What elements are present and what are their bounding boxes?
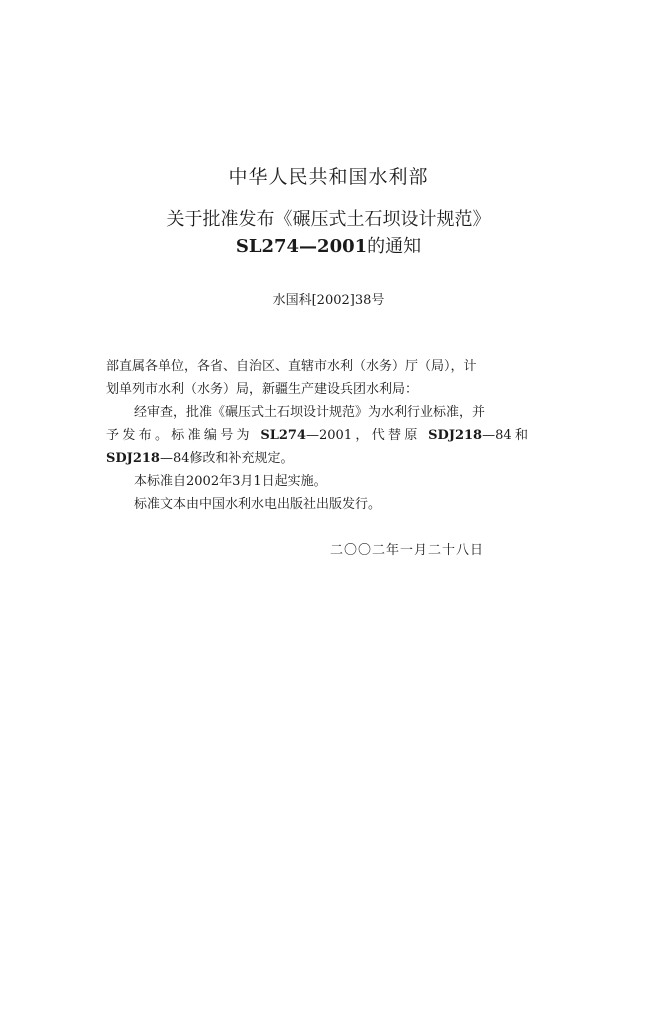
body-line-1: 部直属各单位，各省、自治区、直辖市水利（水务）厅（局），计 [106, 359, 477, 374]
body-line-4-mid2: —84和 [482, 428, 528, 443]
title-suffix: 的通知 [367, 236, 422, 257]
notice-title-line2 [0, 232, 657, 258]
notice-title-line1: 关于批准发布《碾压式土石坝设计规范》 [166, 209, 491, 230]
replaced-code-line5: SDJ218 [106, 451, 160, 466]
document-number: 水国科[2002]38号 [272, 293, 385, 308]
issuing-ministry: 中华人民共和国水利部 [228, 166, 429, 188]
notice-body [106, 355, 528, 516]
body-line-4 [106, 424, 528, 447]
body-line-5-rest: —84修改和补充规定。 [159, 451, 294, 466]
body-line-6: 本标准自2002年3月1日起实施。 [134, 474, 327, 489]
standard-code-inline: SL274 [260, 428, 307, 443]
standard-code: SL274—2001 [235, 236, 368, 257]
replaced-code-inline: SDJ218 [428, 428, 483, 443]
body-line-2: 划单列市水利（水务）局，新疆生产建设兵团水利局： [106, 382, 419, 397]
body-line-5 [106, 447, 528, 470]
body-line-4-pre: 予发布。标准编号为 [106, 428, 253, 443]
body-line-7: 标准文本由中国水利水电出版社出版发行。 [134, 497, 382, 512]
signature-date: 二〇〇二年一月二十八日 [330, 543, 485, 558]
body-line-3: 经审查，批准《碾压式土石坝设计规范》为水利行业标准，并 [134, 405, 486, 420]
body-line-4-mid1: —2001，代替原 [306, 428, 421, 443]
